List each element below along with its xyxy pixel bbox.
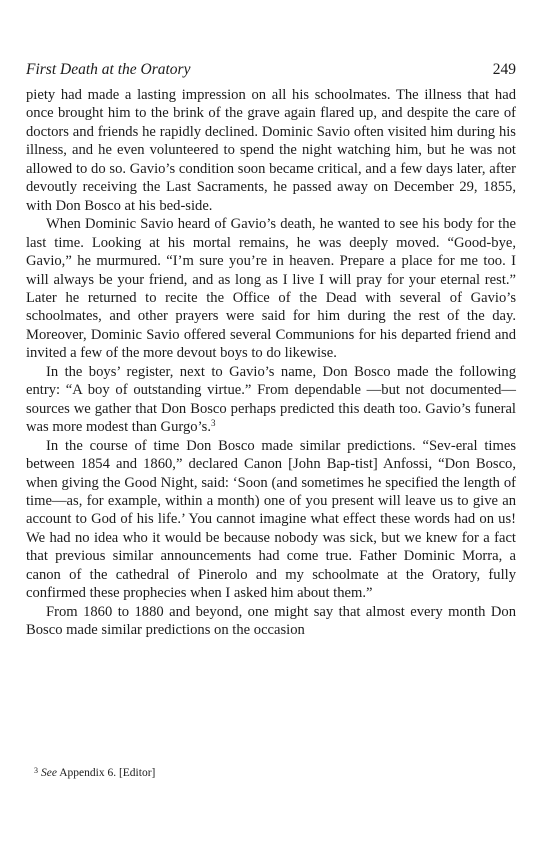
paragraph-text: In the boys’ register, next to Gavio’s name, Don Bosco made the following entry: “A boy of outstanding virtue.” From dependable —but not documented—sources we gather that Don Bosco perhaps predicted this death too. Gavio’s funeral was more modest than Gurgo’s. <box>26 363 516 436</box>
footnote-mark: 3 <box>34 766 38 775</box>
running-head <box>26 61 516 81</box>
footnote-text: Appendix 6. [Editor] <box>59 767 156 779</box>
footnote-see: See <box>41 767 57 779</box>
chapter-title: First Death at the Oratory <box>26 61 191 78</box>
body-text <box>26 86 516 640</box>
footnote <box>34 766 155 779</box>
paragraph: When Dominic Savio heard of Gavio’s death, he wanted to see his body for the last time. Looking at his mortal remains, he was deeply moved. “Good-bye, Gavio,” he murmured. “I’m sure you’re in heaven. Prepare a place for me too. I will always be your friend, and as long as I live I will pray for your eternal rest.” Later he returned to recite the Office of the Dead with several of Gavio’s schoolmates, and other prayers were said for him during the rest of the day. Moreover, Dominic Savio offered several Communions for his departed friend and invited a few of the more devout boys to do likewise. <box>26 216 516 362</box>
paragraph: From 1860 to 1880 and beyond, one might say that almost every month Don Bosco made similar predictions on the occasion <box>26 603 516 639</box>
paragraph: piety had made a lasting impression on all his schoolmates. The illness that had once brought him to the brink of the grave again flared up, and despite the care of doctors and friends he rapidly declined. Dominic Savio often visited him during his illness, and he even volunteered to spend the night watching him, but he was not allowed to do so. Gavio’s condition soon became critical, and a few days later, after devoutly receiving the Last Sacraments, he passed away on December 29, 1855, with Don Bosco at his bed-side. <box>26 87 516 214</box>
paragraph <box>26 363 516 437</box>
footnote-reference: 3 <box>210 418 216 429</box>
page-number: 249 <box>492 61 516 78</box>
paragraph: In the course of time Don Bosco made similar predictions. “Sev-eral times between 1854 and 1860,” declared Canon [John Bap-tist] Anfossi, “Don Bosco, when giving the Good Night, said: ‘Soon (and sometimes he specified the length of time—as, for example, within a month) one of you present will leave us to give an account to God of his life.’ You cannot imagine what effect these words had on us! We had no idea who it would be because nobody was sick, but we knew for a fact that previous similar announcements had come true. Father Dominic Morra, a canon of the cathedral of Pinerolo and my schoolmate at the Oratory, fully confirmed these prophecies when I asked him about them.” <box>26 437 516 602</box>
